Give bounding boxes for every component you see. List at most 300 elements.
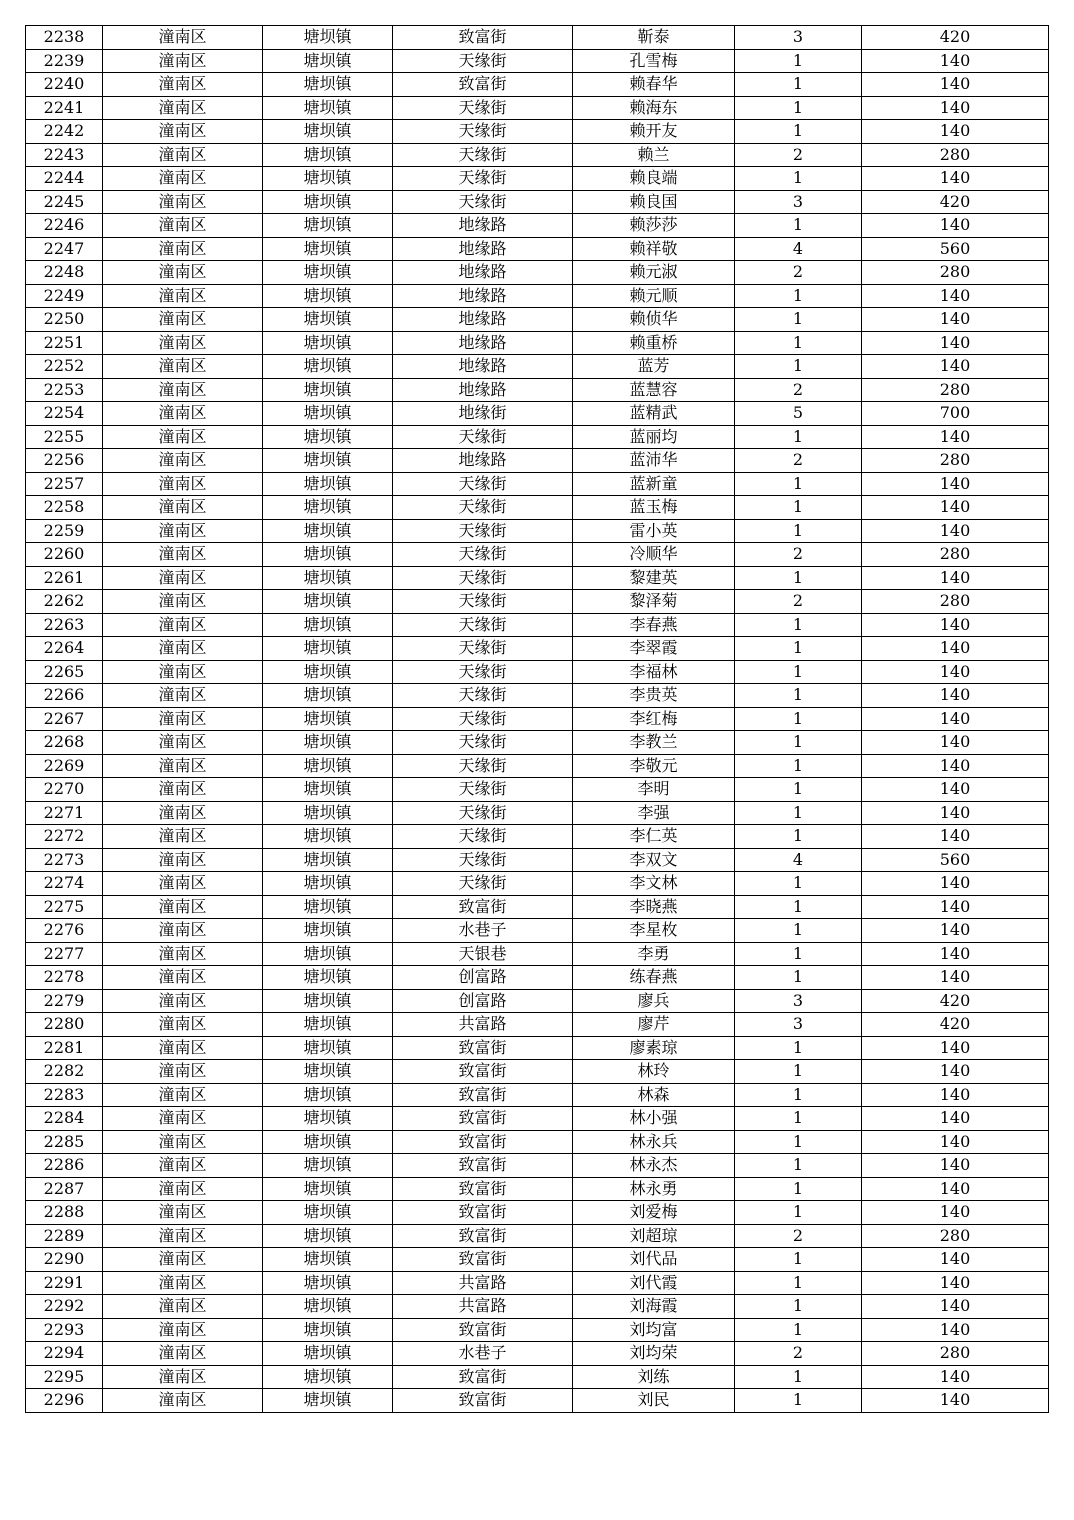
- household-count-cell: 1: [735, 919, 862, 943]
- street-cell: 天缘街: [393, 637, 573, 661]
- town-cell: 塘坝镇: [263, 989, 393, 1013]
- town-cell: 塘坝镇: [263, 1342, 393, 1366]
- household-count-cell: 3: [735, 989, 862, 1013]
- name-cell: 赖元顺: [573, 284, 735, 308]
- row-number-cell: 2254: [26, 402, 103, 426]
- household-count-cell: 1: [735, 96, 862, 120]
- street-cell: 天缘街: [393, 660, 573, 684]
- town-cell: 塘坝镇: [263, 1083, 393, 1107]
- household-count-cell: 1: [735, 425, 862, 449]
- amount-cell: 140: [862, 801, 1049, 825]
- row-number-cell: 2279: [26, 989, 103, 1013]
- district-cell: 潼南区: [103, 1365, 263, 1389]
- street-cell: 共富路: [393, 1271, 573, 1295]
- district-cell: 潼南区: [103, 1342, 263, 1366]
- table-row: [26, 1201, 1049, 1225]
- name-cell: 冷顺华: [573, 543, 735, 567]
- street-cell: 致富街: [393, 1248, 573, 1272]
- row-number-cell: 2256: [26, 449, 103, 473]
- town-cell: 塘坝镇: [263, 1177, 393, 1201]
- town-cell: 塘坝镇: [263, 120, 393, 144]
- table-row: [26, 96, 1049, 120]
- town-cell: 塘坝镇: [263, 1060, 393, 1084]
- name-cell: 蓝新童: [573, 472, 735, 496]
- district-cell: 潼南区: [103, 543, 263, 567]
- name-cell: 李双文: [573, 848, 735, 872]
- household-count-cell: 1: [735, 707, 862, 731]
- table-row: [26, 1177, 1049, 1201]
- household-count-cell: 1: [735, 496, 862, 520]
- amount-cell: 140: [862, 355, 1049, 379]
- amount-cell: 280: [862, 261, 1049, 285]
- table-row: [26, 637, 1049, 661]
- amount-cell: 140: [862, 966, 1049, 990]
- district-cell: 潼南区: [103, 1177, 263, 1201]
- name-cell: 刘爱梅: [573, 1201, 735, 1225]
- name-cell: 赖开友: [573, 120, 735, 144]
- amount-cell: 280: [862, 449, 1049, 473]
- name-cell: 廖素琼: [573, 1036, 735, 1060]
- district-cell: 潼南区: [103, 731, 263, 755]
- name-cell: 李勇: [573, 942, 735, 966]
- amount-cell: 280: [862, 590, 1049, 614]
- row-number-cell: 2241: [26, 96, 103, 120]
- district-cell: 潼南区: [103, 989, 263, 1013]
- name-cell: 林永杰: [573, 1154, 735, 1178]
- table-row: [26, 1389, 1049, 1413]
- row-number-cell: 2259: [26, 519, 103, 543]
- table-row: [26, 378, 1049, 402]
- table-row: [26, 402, 1049, 426]
- subsidy-table: [25, 25, 1049, 1413]
- table-row: [26, 214, 1049, 238]
- household-count-cell: 1: [735, 519, 862, 543]
- name-cell: 练春燕: [573, 966, 735, 990]
- town-cell: 塘坝镇: [263, 1389, 393, 1413]
- district-cell: 潼南区: [103, 120, 263, 144]
- table-row: [26, 308, 1049, 332]
- district-cell: 潼南区: [103, 778, 263, 802]
- name-cell: 李春燕: [573, 613, 735, 637]
- table-row: [26, 1060, 1049, 1084]
- street-cell: 天缘街: [393, 825, 573, 849]
- amount-cell: 140: [862, 1083, 1049, 1107]
- name-cell: 孔雪梅: [573, 49, 735, 73]
- table-row: [26, 167, 1049, 191]
- town-cell: 塘坝镇: [263, 143, 393, 167]
- street-cell: 天缘街: [393, 848, 573, 872]
- name-cell: 林永兵: [573, 1130, 735, 1154]
- amount-cell: 140: [862, 1177, 1049, 1201]
- table-row: [26, 1083, 1049, 1107]
- household-count-cell: 1: [735, 872, 862, 896]
- table-row: [26, 801, 1049, 825]
- street-cell: 天缘街: [393, 96, 573, 120]
- street-cell: 致富街: [393, 1036, 573, 1060]
- amount-cell: 140: [862, 1060, 1049, 1084]
- row-number-cell: 2263: [26, 613, 103, 637]
- district-cell: 潼南区: [103, 237, 263, 261]
- district-cell: 潼南区: [103, 284, 263, 308]
- amount-cell: 140: [862, 1295, 1049, 1319]
- row-number-cell: 2250: [26, 308, 103, 332]
- town-cell: 塘坝镇: [263, 825, 393, 849]
- name-cell: 李贵英: [573, 684, 735, 708]
- district-cell: 潼南区: [103, 637, 263, 661]
- table-row: [26, 754, 1049, 778]
- street-cell: 创富路: [393, 966, 573, 990]
- row-number-cell: 2242: [26, 120, 103, 144]
- name-cell: 赖莎莎: [573, 214, 735, 238]
- household-count-cell: 1: [735, 1130, 862, 1154]
- town-cell: 塘坝镇: [263, 942, 393, 966]
- street-cell: 天缘街: [393, 754, 573, 778]
- name-cell: 赖海东: [573, 96, 735, 120]
- district-cell: 潼南区: [103, 1224, 263, 1248]
- household-count-cell: 1: [735, 284, 862, 308]
- household-count-cell: 1: [735, 1201, 862, 1225]
- town-cell: 塘坝镇: [263, 566, 393, 590]
- street-cell: 天缘街: [393, 143, 573, 167]
- district-cell: 潼南区: [103, 496, 263, 520]
- household-count-cell: 1: [735, 1248, 862, 1272]
- household-count-cell: 1: [735, 566, 862, 590]
- street-cell: 共富路: [393, 1013, 573, 1037]
- amount-cell: 140: [862, 707, 1049, 731]
- household-count-cell: 1: [735, 660, 862, 684]
- town-cell: 塘坝镇: [263, 449, 393, 473]
- row-number-cell: 2285: [26, 1130, 103, 1154]
- table-row: [26, 261, 1049, 285]
- row-number-cell: 2273: [26, 848, 103, 872]
- name-cell: 李仁英: [573, 825, 735, 849]
- street-cell: 致富街: [393, 1177, 573, 1201]
- street-cell: 致富街: [393, 1060, 573, 1084]
- street-cell: 地缘路: [393, 237, 573, 261]
- row-number-cell: 2282: [26, 1060, 103, 1084]
- district-cell: 潼南区: [103, 214, 263, 238]
- district-cell: 潼南区: [103, 96, 263, 120]
- name-cell: 廖芹: [573, 1013, 735, 1037]
- row-number-cell: 2258: [26, 496, 103, 520]
- household-count-cell: 1: [735, 637, 862, 661]
- row-number-cell: 2293: [26, 1318, 103, 1342]
- town-cell: 塘坝镇: [263, 613, 393, 637]
- household-count-cell: 2: [735, 543, 862, 567]
- name-cell: 刘超琼: [573, 1224, 735, 1248]
- street-cell: 地缘路: [393, 261, 573, 285]
- town-cell: 塘坝镇: [263, 96, 393, 120]
- row-number-cell: 2251: [26, 331, 103, 355]
- district-cell: 潼南区: [103, 261, 263, 285]
- row-number-cell: 2284: [26, 1107, 103, 1131]
- street-cell: 水巷子: [393, 1342, 573, 1366]
- street-cell: 致富街: [393, 1154, 573, 1178]
- town-cell: 塘坝镇: [263, 519, 393, 543]
- row-number-cell: 2287: [26, 1177, 103, 1201]
- household-count-cell: 2: [735, 449, 862, 473]
- row-number-cell: 2291: [26, 1271, 103, 1295]
- household-count-cell: 3: [735, 26, 862, 50]
- household-count-cell: 3: [735, 190, 862, 214]
- town-cell: 塘坝镇: [263, 496, 393, 520]
- amount-cell: 140: [862, 73, 1049, 97]
- name-cell: 赖侦华: [573, 308, 735, 332]
- town-cell: 塘坝镇: [263, 1248, 393, 1272]
- street-cell: 天缘街: [393, 49, 573, 73]
- town-cell: 塘坝镇: [263, 660, 393, 684]
- amount-cell: 140: [862, 637, 1049, 661]
- row-number-cell: 2295: [26, 1365, 103, 1389]
- name-cell: 蓝玉梅: [573, 496, 735, 520]
- table-row: [26, 1342, 1049, 1366]
- row-number-cell: 2255: [26, 425, 103, 449]
- name-cell: 林小强: [573, 1107, 735, 1131]
- street-cell: 地缘路: [393, 214, 573, 238]
- town-cell: 塘坝镇: [263, 331, 393, 355]
- table-row: [26, 519, 1049, 543]
- name-cell: 李星枚: [573, 919, 735, 943]
- street-cell: 地缘路: [393, 331, 573, 355]
- district-cell: 潼南区: [103, 942, 263, 966]
- table-row: [26, 707, 1049, 731]
- name-cell: 李晓燕: [573, 895, 735, 919]
- row-number-cell: 2246: [26, 214, 103, 238]
- town-cell: 塘坝镇: [263, 1154, 393, 1178]
- amount-cell: 140: [862, 872, 1049, 896]
- row-number-cell: 2281: [26, 1036, 103, 1060]
- town-cell: 塘坝镇: [263, 590, 393, 614]
- street-cell: 地缘街: [393, 402, 573, 426]
- table-row: [26, 1013, 1049, 1037]
- table-row: [26, 825, 1049, 849]
- household-count-cell: 2: [735, 590, 862, 614]
- amount-cell: 140: [862, 472, 1049, 496]
- row-number-cell: 2272: [26, 825, 103, 849]
- household-count-cell: 1: [735, 308, 862, 332]
- name-cell: 刘练: [573, 1365, 735, 1389]
- amount-cell: 140: [862, 942, 1049, 966]
- district-cell: 潼南区: [103, 566, 263, 590]
- household-count-cell: 1: [735, 942, 862, 966]
- town-cell: 塘坝镇: [263, 778, 393, 802]
- household-count-cell: 1: [735, 49, 862, 73]
- amount-cell: 140: [862, 331, 1049, 355]
- amount-cell: 420: [862, 989, 1049, 1013]
- name-cell: 李明: [573, 778, 735, 802]
- row-number-cell: 2274: [26, 872, 103, 896]
- name-cell: 蓝沛华: [573, 449, 735, 473]
- table-row: [26, 1036, 1049, 1060]
- street-cell: 致富街: [393, 26, 573, 50]
- amount-cell: 280: [862, 1342, 1049, 1366]
- household-count-cell: 2: [735, 1224, 862, 1248]
- amount-cell: 140: [862, 1365, 1049, 1389]
- district-cell: 潼南区: [103, 1318, 263, 1342]
- town-cell: 塘坝镇: [263, 1318, 393, 1342]
- amount-cell: 140: [862, 167, 1049, 191]
- table-row: [26, 1248, 1049, 1272]
- district-cell: 潼南区: [103, 143, 263, 167]
- town-cell: 塘坝镇: [263, 684, 393, 708]
- district-cell: 潼南区: [103, 378, 263, 402]
- amount-cell: 560: [862, 237, 1049, 261]
- table-row: [26, 1365, 1049, 1389]
- name-cell: 刘民: [573, 1389, 735, 1413]
- amount-cell: 140: [862, 519, 1049, 543]
- district-cell: 潼南区: [103, 1130, 263, 1154]
- street-cell: 天缘街: [393, 731, 573, 755]
- district-cell: 潼南区: [103, 1036, 263, 1060]
- town-cell: 塘坝镇: [263, 1013, 393, 1037]
- street-cell: 致富街: [393, 1224, 573, 1248]
- street-cell: 地缘路: [393, 355, 573, 379]
- district-cell: 潼南区: [103, 1013, 263, 1037]
- town-cell: 塘坝镇: [263, 801, 393, 825]
- name-cell: 黎建英: [573, 566, 735, 590]
- street-cell: 致富街: [393, 1107, 573, 1131]
- amount-cell: 140: [862, 308, 1049, 332]
- district-cell: 潼南区: [103, 1154, 263, 1178]
- name-cell: 靳泰: [573, 26, 735, 50]
- row-number-cell: 2294: [26, 1342, 103, 1366]
- district-cell: 潼南区: [103, 1201, 263, 1225]
- table-row: [26, 331, 1049, 355]
- name-cell: 蓝丽均: [573, 425, 735, 449]
- table-row: [26, 660, 1049, 684]
- household-count-cell: 2: [735, 378, 862, 402]
- town-cell: 塘坝镇: [263, 637, 393, 661]
- street-cell: 天缘街: [393, 707, 573, 731]
- street-cell: 天银巷: [393, 942, 573, 966]
- household-count-cell: 1: [735, 1295, 862, 1319]
- amount-cell: 280: [862, 378, 1049, 402]
- table-row: [26, 1107, 1049, 1131]
- name-cell: 刘海霞: [573, 1295, 735, 1319]
- district-cell: 潼南区: [103, 449, 263, 473]
- table-row: [26, 49, 1049, 73]
- amount-cell: 140: [862, 1201, 1049, 1225]
- street-cell: 创富路: [393, 989, 573, 1013]
- table-row: [26, 472, 1049, 496]
- amount-cell: 280: [862, 543, 1049, 567]
- street-cell: 水巷子: [393, 919, 573, 943]
- household-count-cell: 1: [735, 801, 862, 825]
- table-row: [26, 778, 1049, 802]
- amount-cell: 140: [862, 1318, 1049, 1342]
- table-row: [26, 190, 1049, 214]
- amount-cell: 140: [862, 1130, 1049, 1154]
- district-cell: 潼南区: [103, 613, 263, 637]
- name-cell: 赖良国: [573, 190, 735, 214]
- name-cell: 李强: [573, 801, 735, 825]
- row-number-cell: 2262: [26, 590, 103, 614]
- town-cell: 塘坝镇: [263, 308, 393, 332]
- household-count-cell: 1: [735, 167, 862, 191]
- street-cell: 天缘街: [393, 167, 573, 191]
- amount-cell: 140: [862, 425, 1049, 449]
- street-cell: 天缘街: [393, 190, 573, 214]
- street-cell: 天缘街: [393, 472, 573, 496]
- row-number-cell: 2245: [26, 190, 103, 214]
- district-cell: 潼南区: [103, 167, 263, 191]
- name-cell: 蓝精武: [573, 402, 735, 426]
- table-row: [26, 919, 1049, 943]
- row-number-cell: 2248: [26, 261, 103, 285]
- row-number-cell: 2290: [26, 1248, 103, 1272]
- amount-cell: 140: [862, 496, 1049, 520]
- row-number-cell: 2292: [26, 1295, 103, 1319]
- row-number-cell: 2269: [26, 754, 103, 778]
- town-cell: 塘坝镇: [263, 1224, 393, 1248]
- street-cell: 天缘街: [393, 684, 573, 708]
- name-cell: 李红梅: [573, 707, 735, 731]
- town-cell: 塘坝镇: [263, 190, 393, 214]
- household-count-cell: 5: [735, 402, 862, 426]
- table-row: [26, 355, 1049, 379]
- district-cell: 潼南区: [103, 801, 263, 825]
- street-cell: 致富街: [393, 1318, 573, 1342]
- name-cell: 雷小英: [573, 519, 735, 543]
- household-count-cell: 1: [735, 355, 862, 379]
- table-row: [26, 566, 1049, 590]
- row-number-cell: 2283: [26, 1083, 103, 1107]
- household-count-cell: 1: [735, 1271, 862, 1295]
- district-cell: 潼南区: [103, 190, 263, 214]
- table-row: [26, 989, 1049, 1013]
- town-cell: 塘坝镇: [263, 1036, 393, 1060]
- street-cell: 地缘路: [393, 308, 573, 332]
- town-cell: 塘坝镇: [263, 1107, 393, 1131]
- name-cell: 李教兰: [573, 731, 735, 755]
- table-row: [26, 237, 1049, 261]
- row-number-cell: 2243: [26, 143, 103, 167]
- household-count-cell: 2: [735, 261, 862, 285]
- amount-cell: 140: [862, 1036, 1049, 1060]
- amount-cell: 140: [862, 731, 1049, 755]
- table-row: [26, 731, 1049, 755]
- household-count-cell: 1: [735, 331, 862, 355]
- row-number-cell: 2264: [26, 637, 103, 661]
- household-count-cell: 1: [735, 684, 862, 708]
- amount-cell: 140: [862, 120, 1049, 144]
- amount-cell: 700: [862, 402, 1049, 426]
- district-cell: 潼南区: [103, 966, 263, 990]
- town-cell: 塘坝镇: [263, 848, 393, 872]
- district-cell: 潼南区: [103, 1248, 263, 1272]
- street-cell: 天缘街: [393, 425, 573, 449]
- district-cell: 潼南区: [103, 1389, 263, 1413]
- street-cell: 致富街: [393, 1201, 573, 1225]
- town-cell: 塘坝镇: [263, 543, 393, 567]
- street-cell: 共富路: [393, 1295, 573, 1319]
- amount-cell: 140: [862, 754, 1049, 778]
- district-cell: 潼南区: [103, 684, 263, 708]
- district-cell: 潼南区: [103, 754, 263, 778]
- amount-cell: 560: [862, 848, 1049, 872]
- town-cell: 塘坝镇: [263, 378, 393, 402]
- household-count-cell: 1: [735, 1365, 862, 1389]
- district-cell: 潼南区: [103, 355, 263, 379]
- row-number-cell: 2238: [26, 26, 103, 50]
- name-cell: 赖春华: [573, 73, 735, 97]
- street-cell: 地缘路: [393, 378, 573, 402]
- household-count-cell: 1: [735, 120, 862, 144]
- amount-cell: 140: [862, 1154, 1049, 1178]
- name-cell: 李敬元: [573, 754, 735, 778]
- row-number-cell: 2268: [26, 731, 103, 755]
- table-row: [26, 143, 1049, 167]
